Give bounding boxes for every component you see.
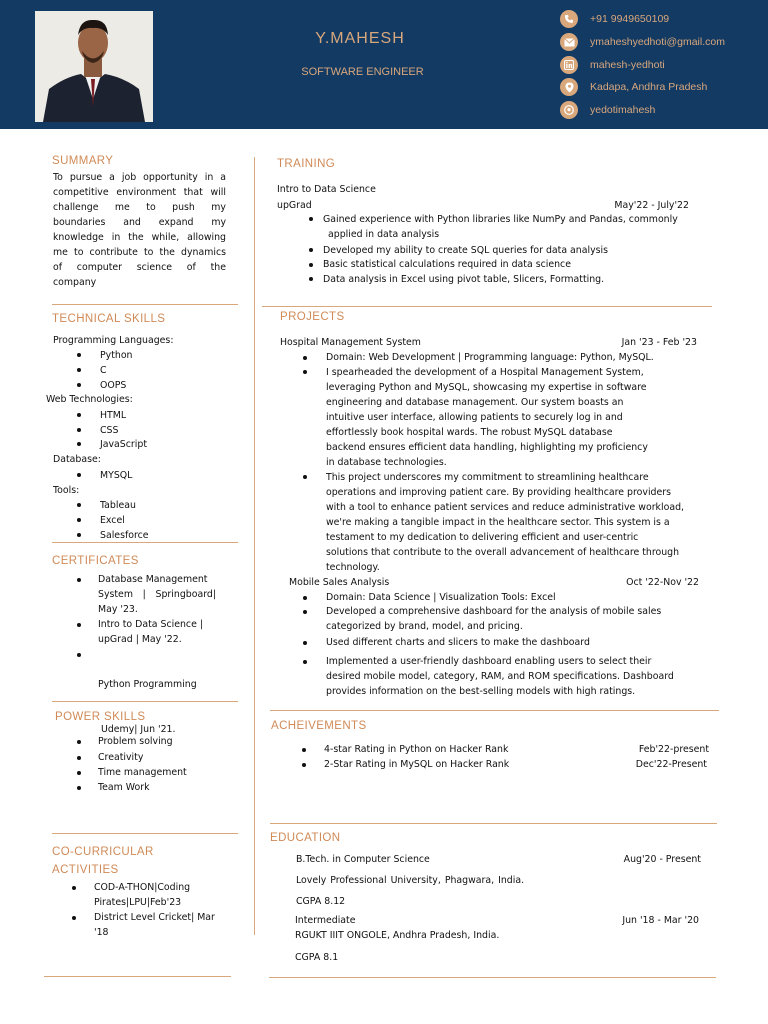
- summary-text: [53, 170, 226, 290]
- project-line: operations and improving patient care. By providing healthcare providers: [326, 487, 672, 498]
- bullet: [303, 356, 307, 360]
- certificate-line: upGrad | May '22.: [98, 634, 182, 645]
- intermediate: Intermediate: [295, 915, 356, 926]
- bullet: [77, 368, 81, 372]
- certificate-item: [98, 617, 216, 647]
- project-name: Hospital Management System: [280, 337, 421, 348]
- project-line: intuitive user interface, allowing patients to securely log in and: [326, 412, 623, 423]
- divider: [52, 304, 238, 305]
- certificate-line: May '23.: [98, 604, 138, 615]
- skill-item: Tableau: [100, 500, 136, 511]
- certificate-line: Intro to Data Science |: [98, 619, 203, 630]
- contact-location: [560, 78, 768, 96]
- project-bullet: Used different charts and slicers to make the dashboard: [326, 637, 590, 648]
- divider: [269, 977, 716, 978]
- job-title: SOFTWARE ENGINEER: [301, 66, 424, 78]
- training-title: TRAINING: [277, 158, 336, 170]
- contact-github[interactable]: [560, 101, 768, 119]
- bullet: [72, 916, 76, 920]
- bullet: [77, 623, 81, 627]
- power-skill-item: Problem solving: [98, 736, 173, 747]
- activity-line: '18: [94, 927, 109, 938]
- project-line: technology.: [326, 562, 380, 573]
- achievement-item: 4-star Rating in Python on Hacker Rank: [324, 744, 509, 755]
- divider: [44, 976, 231, 977]
- project-bullet: [326, 365, 706, 470]
- project-line: in database technologies.: [326, 457, 447, 468]
- bullet: [302, 763, 306, 767]
- bullet: [309, 277, 313, 281]
- divider: [52, 833, 238, 834]
- certificate-line: System | Springboard|: [98, 589, 216, 600]
- github-text: yedotimahesh: [590, 104, 656, 116]
- database-label: Database:: [53, 454, 101, 465]
- bullet: [72, 886, 76, 890]
- bullet: [77, 383, 81, 387]
- project-line: categorized by brand, model, and pricing.: [326, 621, 523, 632]
- bullet: [77, 533, 81, 537]
- co-curricular-title-line: CO-CURRICULAR: [52, 846, 154, 858]
- co-curricular-title-line: ACTIVITIES: [52, 864, 119, 876]
- skill-item: HTML: [100, 410, 127, 421]
- summary-line: company: [53, 277, 97, 288]
- summary-line: To pursue a job opportunity in a: [53, 172, 226, 183]
- bullet: [77, 756, 81, 760]
- summary-line: of computer science of the: [53, 262, 226, 273]
- project-line: Developed a comprehensive dashboard for the analysis of mobile sales: [326, 606, 662, 617]
- bullet: [303, 596, 307, 600]
- certificate-line: Database Management: [98, 574, 208, 585]
- skill-item: OOPS: [100, 380, 127, 391]
- project-line: provides information on the best-selling models with high ratings.: [326, 686, 636, 697]
- training-bullet: [323, 212, 708, 242]
- cgpa: CGPA 8.1: [295, 952, 339, 963]
- skill-item: Python: [100, 350, 133, 361]
- skill-item: Salesforce: [100, 530, 149, 541]
- training-course: Intro to Data Science: [277, 184, 376, 195]
- university: Lovely Professional University, Phagwara, India.: [296, 875, 525, 886]
- training-bullet: Data analysis in Excel using pivot table, Slicers, Formatting.: [323, 274, 605, 285]
- email-icon: [560, 33, 578, 51]
- education-title: EDUCATION: [270, 832, 341, 844]
- location-icon: [560, 78, 578, 96]
- degree-dates: Aug'20 - Present: [623, 854, 701, 865]
- divider: [270, 710, 719, 711]
- project-line: we're making a tangible impact in the healthcare sector. This system is a: [326, 517, 670, 528]
- divider: [52, 542, 238, 543]
- summary-line: challenge me to push my: [53, 202, 226, 213]
- training-org: upGrad: [277, 200, 312, 211]
- intermediate-dates: Jun '18 - Mar '20: [622, 915, 699, 926]
- certificates-title: CERTIFICATES: [52, 555, 139, 567]
- bullet: [77, 740, 81, 744]
- project-line: leveraging Python and MySQL, showcasing my expertise in software: [326, 382, 647, 393]
- certificate-line: Python Programming: [98, 679, 197, 690]
- phone-text: +91 9949650109: [590, 13, 670, 25]
- linkedin-icon: [560, 56, 578, 74]
- linkedin-text: mahesh-yedhoti: [590, 59, 665, 71]
- activity-line: District Level Cricket| Mar: [94, 912, 215, 923]
- contact-email[interactable]: [560, 33, 768, 51]
- project-name: Mobile Sales Analysis: [289, 577, 390, 588]
- achievement-item: 2-Star Rating in MySQL on Hacker Rank: [324, 759, 510, 770]
- achievement-date: Dec'22-Present: [635, 759, 707, 770]
- bullet: [77, 353, 81, 357]
- bullet: [303, 660, 307, 664]
- summary-line: knowledge in the while, allowing: [53, 232, 226, 243]
- project-line: Implemented a user-friendly dashboard enabling users to select their: [326, 656, 652, 667]
- bullet: [77, 428, 81, 432]
- project-line: testament to my dedication to delivering efficient and user-centric: [326, 532, 639, 543]
- co-curricular-title: [52, 843, 154, 879]
- bullet: [77, 442, 81, 446]
- skill-item: Excel: [100, 515, 125, 526]
- bullet: [303, 475, 307, 479]
- project-bullet: [326, 654, 711, 699]
- divider: [262, 306, 712, 307]
- project-line: This project underscores my commitment to streamlining healthcare: [326, 472, 649, 483]
- project-line: desired mobile model, category, RAM, and ROM specifications. Dashboard: [326, 671, 674, 682]
- power-skills-title: POWER SKILLS: [55, 711, 146, 723]
- bullet: [303, 370, 307, 374]
- location-text: Kadapa, Andhra Pradesh: [590, 81, 708, 93]
- column-divider: [254, 157, 255, 935]
- bullet: [303, 610, 307, 614]
- projects-title: PROJECTS: [280, 311, 345, 323]
- bullet: [77, 503, 81, 507]
- bullet: [309, 248, 313, 252]
- bullet: [77, 771, 81, 775]
- achievement-date: Feb'22-present: [638, 744, 709, 755]
- divider: [270, 823, 717, 824]
- school: RGUKT IIIT ONGOLE, Andhra Pradesh, India.: [295, 930, 500, 941]
- bullet: [309, 263, 313, 267]
- web-label: Web Technologies:: [46, 394, 133, 405]
- technical-skills-title: TECHNICAL SKILLS: [52, 313, 166, 325]
- divider: [52, 701, 238, 702]
- power-skill-item: Creativity: [98, 752, 144, 763]
- contact-phone[interactable]: [560, 10, 768, 28]
- project-bullet: [326, 470, 711, 575]
- power-skill-item: Team Work: [98, 782, 150, 793]
- project-line: solutions that contribute to the overall advancement of healthcare through: [326, 547, 680, 558]
- project-line: with a tool to enhance patient services and reduce administrative workload,: [326, 502, 684, 513]
- training-bullet: Developed my ability to create SQL queries for data analysis: [323, 245, 609, 256]
- certificate-item: [98, 572, 216, 617]
- bullet: [77, 518, 81, 522]
- project-line: engineering and database management. Our system boasts an: [326, 397, 624, 408]
- summary-line: competitive environment that will: [53, 187, 226, 198]
- bullet: [77, 653, 81, 657]
- activity-line: Pirates|LPU|Feb'23: [94, 897, 182, 908]
- activity-item: [94, 910, 224, 940]
- skill-item: JavaScript: [100, 439, 147, 450]
- training-line: applied in data analysis: [328, 229, 440, 240]
- bullet: [303, 641, 307, 645]
- project-line: I spearheaded the development of a Hospital Management System,: [326, 367, 644, 378]
- tools-label: Tools:: [53, 485, 80, 496]
- bullet: [309, 217, 313, 221]
- summary-line: me to contribute to the dynamics: [53, 247, 226, 258]
- project-line: effortlessly book hospital wards. The robust MySQL database: [326, 427, 613, 438]
- skill-item: MYSQL: [100, 470, 133, 481]
- activity-item: [94, 880, 224, 910]
- programming-label: Programming Languages:: [53, 335, 174, 346]
- bullet: [77, 413, 81, 417]
- training-bullet: Basic statistical calculations required in data science: [323, 259, 571, 270]
- email-text: ymaheshyedhoti@gmail.com: [590, 36, 725, 48]
- profile-photo: [35, 11, 153, 122]
- project-bullet: [326, 604, 711, 634]
- project-line: backend ensures efficient data handling, highlighting my proficiency: [326, 442, 648, 453]
- bullet: [77, 786, 81, 790]
- cgpa: CGPA 8.12: [296, 896, 346, 907]
- github-icon: [560, 101, 578, 119]
- project-dates: Oct '22-Nov '22: [626, 577, 699, 588]
- degree: B.Tech. in Computer Science: [296, 854, 430, 865]
- training-dates: May'22 - July'22: [614, 200, 689, 211]
- project-bullet: Domain: Web Development | Programming language: Python, MySQL.: [326, 352, 654, 363]
- bullet: [77, 473, 81, 477]
- power-skill-item: Time management: [98, 767, 187, 778]
- certificate-line: Udemy| Jun '21.: [98, 724, 176, 735]
- project-dates: Jan '23 - Feb '23: [621, 337, 697, 348]
- summary-line: boundaries and expand my: [53, 217, 226, 228]
- contact-linkedin[interactable]: [560, 56, 768, 74]
- phone-icon: [560, 10, 578, 28]
- skill-item: CSS: [100, 425, 119, 436]
- activity-line: COD-A-THON|Coding: [94, 882, 191, 893]
- bullet: [77, 578, 81, 582]
- project-bullet: Domain: Data Science | Visualization Tools: Excel: [326, 592, 556, 603]
- training-line: Gained experience with Python libraries like NumPy and Pandas, commonly: [323, 214, 678, 225]
- bullet: [302, 748, 306, 752]
- summary-title: SUMMARY: [52, 155, 114, 167]
- skill-item: C: [100, 365, 107, 376]
- achievements-title: ACHEIVEMENTS: [271, 720, 367, 732]
- candidate-name: Y.MAHESH: [315, 30, 405, 47]
